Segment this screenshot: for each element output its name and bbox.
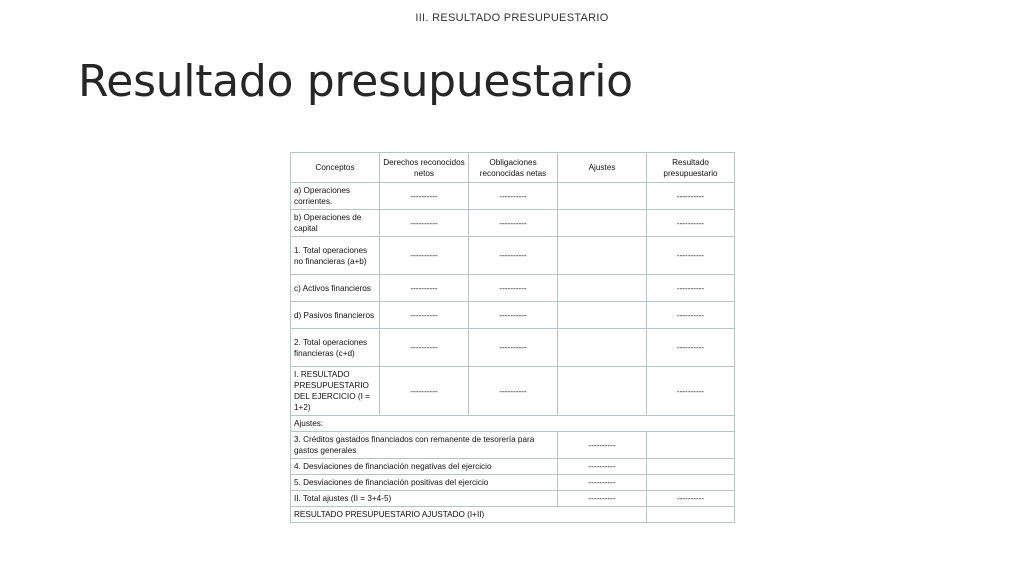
obligaciones-cell: ----------: [469, 210, 558, 237]
adjustment-row: [291, 475, 735, 491]
derechos-cell: ----------: [380, 183, 469, 210]
table-row: [291, 183, 735, 210]
table-row: [291, 302, 735, 329]
derechos-cell: ----------: [380, 275, 469, 302]
column-header: Ajustes: [558, 153, 647, 183]
resultado-cell: ----------: [647, 275, 735, 302]
obligaciones-cell: ----------: [469, 275, 558, 302]
resultado-cell: [647, 432, 735, 459]
resultado-cell: ----------: [647, 329, 735, 367]
ajustes-cell: [558, 367, 647, 416]
resultado-cell: ----------: [647, 491, 735, 507]
ajustes-cell: ----------: [558, 475, 647, 491]
section-header: III. RESULTADO PRESUPUESTARIO: [415, 12, 609, 24]
obligaciones-cell: ----------: [469, 237, 558, 275]
ajustes-label: Ajustes:: [291, 416, 735, 432]
table-row: [291, 329, 735, 367]
ajustes-label-row: [291, 416, 735, 432]
concept-cell: 4. Desviaciones de financiación negativas del ejercicio: [291, 459, 558, 475]
adjustment-row: [291, 459, 735, 475]
ajustes-cell: ----------: [558, 491, 647, 507]
ajustes-cell: [558, 302, 647, 329]
table-header-row: [291, 153, 735, 183]
ajustes-cell: [558, 210, 647, 237]
resultado-cell: [647, 475, 735, 491]
resultado-cell: [647, 459, 735, 475]
concept-cell: 1. Total operaciones no financieras (a+b): [291, 237, 380, 275]
column-header: Resultado presupuestario: [647, 153, 735, 183]
final-result-cell: [647, 507, 735, 523]
ajustes-cell: [558, 329, 647, 367]
budget-result-table: [290, 152, 735, 523]
resultado-cell: ----------: [647, 367, 735, 416]
column-header: Conceptos: [291, 153, 380, 183]
obligaciones-cell: ----------: [469, 329, 558, 367]
concept-cell: c) Activos financieros: [291, 275, 380, 302]
table-row: [291, 237, 735, 275]
adjustment-row: [291, 491, 735, 507]
derechos-cell: ----------: [380, 302, 469, 329]
resultado-cell: ----------: [647, 210, 735, 237]
ajustes-cell: [558, 183, 647, 210]
final-result-row: [291, 507, 735, 523]
obligaciones-cell: ----------: [469, 183, 558, 210]
page-title: Resultado presupuestario: [78, 56, 633, 107]
ajustes-cell: ----------: [558, 459, 647, 475]
concept-cell: 3. Créditos gastados financiados con remanente de tesorería para gastos generales: [291, 432, 558, 459]
table-row: [291, 275, 735, 302]
concept-cell: II. Total ajustes (II = 3+4-5): [291, 491, 558, 507]
adjustment-row: [291, 432, 735, 459]
concept-cell: 2. Total operaciones financieras (c+d): [291, 329, 380, 367]
concept-cell: b) Operaciones de capital: [291, 210, 380, 237]
column-header: Obligaciones reconocidas netas: [469, 153, 558, 183]
resultado-cell: ----------: [647, 183, 735, 210]
concept-cell: d) Pasivos financieros: [291, 302, 380, 329]
table-row: [291, 367, 735, 416]
obligaciones-cell: ----------: [469, 367, 558, 416]
ajustes-cell: ----------: [558, 432, 647, 459]
derechos-cell: ----------: [380, 367, 469, 416]
obligaciones-cell: ----------: [469, 302, 558, 329]
derechos-cell: ----------: [380, 329, 469, 367]
concept-cell: 5. Desviaciones de financiación positivas del ejercicio: [291, 475, 558, 491]
column-header: Derechos reconocidos netos: [380, 153, 469, 183]
derechos-cell: ----------: [380, 237, 469, 275]
concept-cell: a) Operaciones corrientes.: [291, 183, 380, 210]
final-concept-cell: RESULTADO PRESUPUESTARIO AJUSTADO (I+II): [291, 507, 647, 523]
resultado-cell: ----------: [647, 302, 735, 329]
derechos-cell: ----------: [380, 210, 469, 237]
ajustes-cell: [558, 275, 647, 302]
concept-cell: I. RESULTADO PRESUPUESTARIO DEL EJERCICIO (I = 1+2): [291, 367, 380, 416]
ajustes-cell: [558, 237, 647, 275]
resultado-cell: ----------: [647, 237, 735, 275]
table-row: [291, 210, 735, 237]
